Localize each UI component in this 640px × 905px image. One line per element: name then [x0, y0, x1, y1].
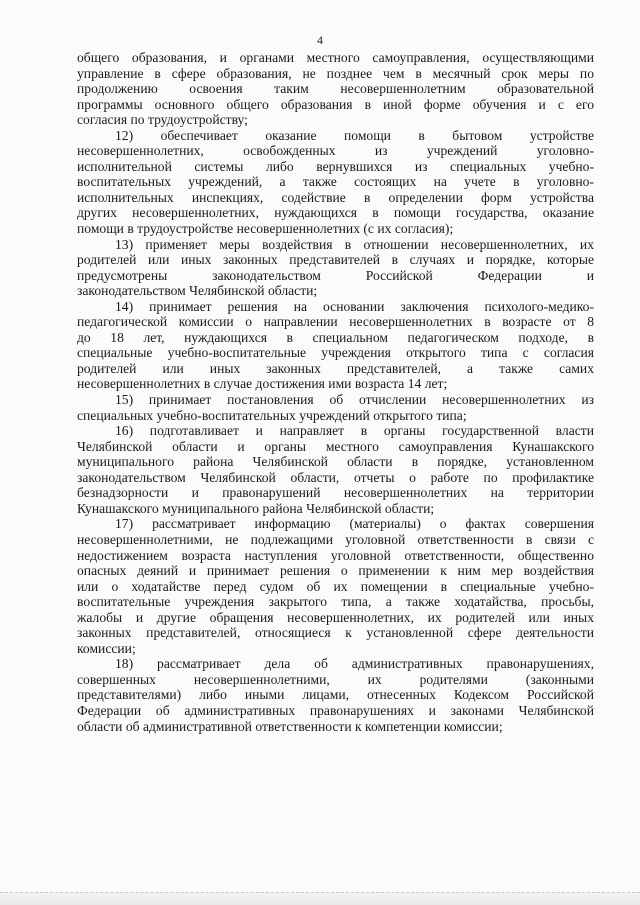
text-line: исполнительной системы либо вернувшихся из специальных учебно-	[77, 158, 594, 174]
page-number: 4	[317, 33, 323, 47]
text-line: воспитательные учреждения закрытого типа, а также ходатайства, просьбы,	[77, 594, 594, 610]
text-line: законодательством Челябинской области;	[77, 283, 318, 299]
text-line: до 18 лет, нуждающихся в специальном педагогическом подходе, в	[77, 329, 594, 345]
text-line: педагогической комиссии о направлении несовершеннолетних в возрасте от 8	[77, 314, 594, 330]
text-line: несовершеннолетних в случае достижения ими возраста 14 лет;	[77, 376, 448, 392]
text-line: Челябинской области и органы местного самоуправления Кунашакского	[77, 438, 594, 454]
text-line: продолжению освоения таким несовершеннолетним образовательной	[77, 81, 594, 97]
text-line: 12) обеспечивает оказание помощи в бытовом устройстве	[115, 127, 594, 143]
text-line: опасных деяний и принимает решения о применении к ним мер воздействия	[77, 563, 594, 579]
document-body	[77, 50, 594, 734]
text-line: воспитательных учреждений, а также состоящих на учете в уголовно-	[77, 174, 594, 190]
text-line: родителей или иных законных представителей, а также самих	[77, 360, 594, 376]
text-line: Кунашакского муниципального района Челябинской области;	[77, 500, 435, 516]
text-line: несовершеннолетних, освобожденных из учреждений уголовно-	[77, 143, 594, 159]
text-line: других несовершеннолетних, нуждающихся в помощи государства, оказание	[77, 205, 594, 221]
scan-bottom-edge	[0, 892, 640, 905]
text-line: муниципального района Челябинской области в порядке, установленном	[77, 454, 594, 470]
text-line: жалобы и другие обращения несовершеннолетних, их родителей или иных	[77, 609, 594, 625]
text-line: 14) принимает решения на основании заключения психолого-медико-	[115, 298, 594, 314]
text-line: или о ходатайстве перед судом об их помещении в специальные учебно-	[77, 578, 594, 594]
text-line: помощи в трудоустройстве несовершеннолетних (с их согласия);	[77, 221, 454, 237]
text-line: недостижением возраста наступления уголовной ответственности, общественно	[77, 547, 594, 563]
text-line: программы основного общего образования в иной форме обучения и с его	[77, 96, 594, 112]
text-line: 17) рассматривает информацию (материалы) о фактах совершения	[115, 516, 594, 532]
text-line: специальных учебно-воспитательных учреждений открытого типа;	[77, 407, 467, 423]
text-line: 13) применяет меры воздействия в отношении несовершеннолетних, их	[115, 236, 594, 252]
text-line: области об административной ответственности к компетенции комиссии;	[77, 718, 503, 734]
text-line: 16) подготавливает и направляет в органы государственной власти	[115, 423, 594, 439]
text-line: согласия по трудоустройству;	[77, 112, 248, 128]
text-line: исполнительных инспекциях, содействие в определении форм устройства	[77, 189, 594, 205]
text-line: специальные учебно-воспитательные учреждения открытого типа с согласия	[77, 345, 594, 361]
text-line: комиссии;	[77, 640, 136, 656]
text-line: представителями) либо иными лицами, отнесенных Кодексом Российской	[77, 687, 594, 703]
text-line: 15) принимает постановления об отчислении несовершеннолетних из	[115, 392, 594, 408]
text-line: управление в сфере образования, не позднее чем в месячный срок меры по	[77, 65, 594, 81]
text-line: Федерации об административных правонарушениях и законами Челябинской	[77, 702, 594, 718]
text-line: законодательством Челябинской области, отчеты о работе по профилактике	[77, 469, 594, 485]
text-line: общего образования, и органами местного самоуправления, осуществляющими	[77, 50, 594, 65]
text-line: 18) рассматривает дела об административных правонарушениях,	[115, 656, 594, 672]
text-line: законных представителей, относящиеся к установленной сфере деятельности	[77, 625, 594, 641]
text-line: несовершеннолетними, не подлежащими уголовной ответственности в связи с	[77, 531, 594, 547]
text-line: совершенных несовершеннолетними, их родителями (законными	[77, 671, 594, 687]
text-line: безнадзорности и правонарушений несовершеннолетних на территории	[77, 485, 594, 501]
text-line: родителей или иных законных представителей в случаях и порядке, которые	[77, 252, 594, 268]
text-line: предусмотрены законодательством Российской Федерации и	[77, 267, 594, 283]
